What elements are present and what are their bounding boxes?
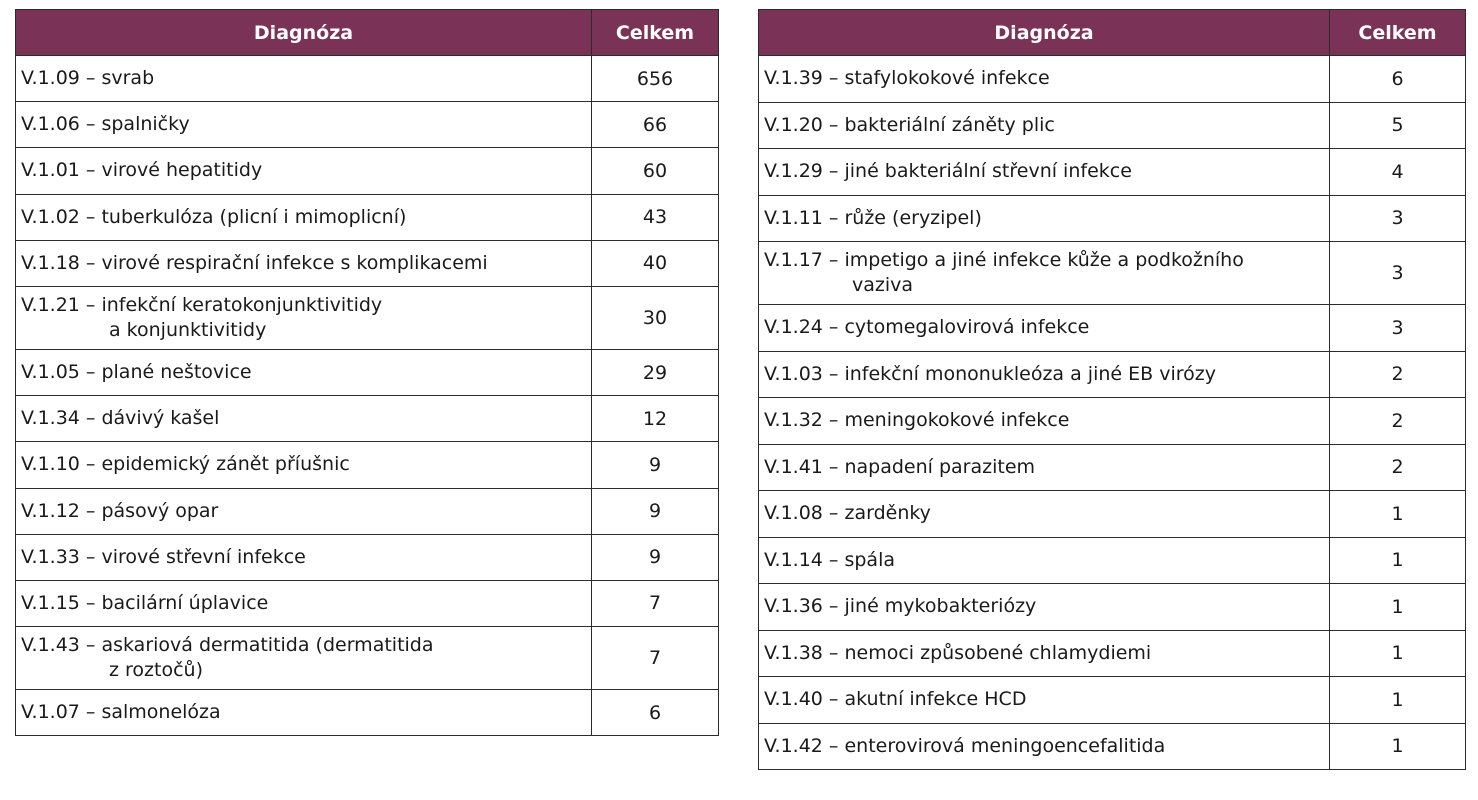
total-cell: 1 (1330, 630, 1466, 677)
diagnosis-text: V.1.09 – svrab (21, 67, 155, 90)
total-cell: 9 (592, 534, 719, 580)
diagnosis-text: V.1.06 – spalničky (21, 113, 190, 136)
diagnosis-text: V.1.40 – akutní infekce HCD (764, 688, 1027, 711)
table-row (759, 723, 1466, 770)
total-cell: 40 (592, 240, 719, 286)
table-header-row (16, 10, 719, 56)
total-cell: 12 (592, 396, 719, 442)
total-cell: 9 (592, 442, 719, 488)
diagnosis-text-continued: a konjunktivitidy (109, 318, 267, 341)
total-cell: 30 (592, 286, 719, 349)
table-row (759, 351, 1466, 398)
diagnosis-text: V.1.01 – virové hepatitidy (21, 159, 263, 182)
diagnosis-cell (759, 723, 1330, 770)
diagnosis-text: V.1.41 – napadení parazitem (764, 455, 1036, 478)
table-row (16, 396, 719, 442)
diagnosis-text: V.1.20 – bakteriální záněty plic (764, 113, 1055, 136)
total-cell: 6 (592, 690, 719, 736)
table-row (16, 148, 719, 194)
diagnosis-cell (16, 240, 592, 286)
total-cell: 43 (592, 194, 719, 240)
diagnosis-text: V.1.33 – virové střevní infekce (21, 545, 306, 568)
total-cell: 2 (1330, 398, 1466, 445)
diagnosis-text: V.1.34 – dávivý kašel (21, 407, 220, 430)
diagnosis-text: V.1.39 – stafylokokové infekce (764, 67, 1050, 90)
table-row (759, 305, 1466, 352)
table-row (759, 537, 1466, 584)
diagnosis-cell (759, 242, 1330, 305)
table-row (759, 491, 1466, 538)
diagnosis-text: V.1.29 – jiné bakteriální střevní infekce (764, 160, 1132, 183)
table-row (16, 349, 719, 395)
diagnosis-cell (16, 396, 592, 442)
diagnosis-cell (759, 584, 1330, 631)
total-cell: 60 (592, 148, 719, 194)
diagnosis-cell (759, 195, 1330, 242)
diagnosis-text-continued: z roztočů) (109, 659, 203, 682)
total-cell: 29 (592, 349, 719, 395)
total-cell: 1 (1330, 491, 1466, 538)
total-cell: 656 (592, 56, 719, 102)
diagnosis-cell (16, 534, 592, 580)
diagnosis-cell (16, 488, 592, 534)
table-row (16, 690, 719, 736)
diagnosis-cell (16, 194, 592, 240)
table-row (16, 102, 719, 148)
diagnosis-cell (16, 286, 592, 349)
diagnosis-text: V.1.42 – enterovirová meningoencefalitida (764, 734, 1166, 757)
total-cell: 2 (1330, 444, 1466, 491)
table-header-row (759, 10, 1466, 56)
diagnosis-cell (759, 102, 1330, 149)
diagnosis-text: V.1.03 – infekční mononukleóza a jiné EB virózy (764, 362, 1216, 385)
diagnosis-text: V.1.07 – salmonelóza (21, 701, 221, 724)
table-row (16, 194, 719, 240)
diagnosis-cell (16, 690, 592, 736)
total-cell: 5 (1330, 102, 1466, 149)
diagnosis-text: V.1.32 – meningokokové infekce (764, 409, 1070, 432)
diagnosis-text: V.1.11 – růže (eryzipel) (764, 206, 982, 229)
diagnosis-text: V.1.17 – impetigo a jiné infekce kůže a podkožního (764, 249, 1244, 271)
table-row (759, 149, 1466, 196)
table-row (759, 242, 1466, 305)
table-row (759, 398, 1466, 445)
diagnosis-cell (16, 580, 592, 626)
diagnosis-text: V.1.10 – epidemický zánět příušnic (21, 453, 350, 476)
diagnosis-cell (16, 56, 592, 102)
total-cell: 1 (1330, 677, 1466, 724)
diagnosis-cell (759, 677, 1330, 724)
total-cell: 2 (1330, 351, 1466, 398)
header-diagnosis: Diagnóza (16, 10, 592, 56)
table-row (16, 627, 719, 690)
diagnosis-text-continued: vaziva (852, 274, 914, 296)
table-row (759, 584, 1466, 631)
table-row (16, 580, 719, 626)
total-cell: 3 (1330, 195, 1466, 242)
diagnosis-text: V.1.15 – bacilární úplavice (21, 591, 269, 614)
table-row (16, 534, 719, 580)
diagnosis-cell (759, 149, 1330, 196)
total-cell: 6 (1330, 56, 1466, 103)
diagnosis-text: V.1.12 – pásový opar (21, 499, 219, 522)
table-row (16, 56, 719, 102)
diagnosis-cell (759, 630, 1330, 677)
table-body (759, 56, 1466, 770)
diagnosis-text: V.1.18 – virové respirační infekce s komplikacemi (21, 251, 488, 274)
diagnosis-cell (759, 491, 1330, 538)
header-total: Celkem (1330, 10, 1466, 56)
table-row (759, 444, 1466, 491)
table-body (16, 56, 719, 736)
total-cell: 4 (1330, 149, 1466, 196)
table-row (759, 630, 1466, 677)
diagnosis-text: V.1.36 – jiné mykobakteriózy (764, 595, 1037, 618)
table-row (759, 195, 1466, 242)
table-row (16, 286, 719, 349)
diagnosis-cell (759, 444, 1330, 491)
diagnosis-cell (16, 442, 592, 488)
total-cell: 3 (1330, 305, 1466, 352)
total-cell: 1 (1330, 537, 1466, 584)
diagnosis-table-left (15, 9, 719, 736)
diagnosis-cell (16, 627, 592, 690)
diagnosis-cell (16, 102, 592, 148)
diagnosis-text: V.1.05 – plané neštovice (21, 361, 252, 384)
diagnosis-table-right (758, 9, 1466, 770)
diagnosis-cell (759, 56, 1330, 103)
diagnosis-cell (759, 398, 1330, 445)
diagnosis-cell (759, 351, 1330, 398)
diagnosis-text: V.1.21 – infekční keratokonjunktivitidy (21, 293, 383, 316)
total-cell: 66 (592, 102, 719, 148)
table-row (16, 442, 719, 488)
diagnosis-cell (16, 148, 592, 194)
table-row (759, 102, 1466, 149)
total-cell: 7 (592, 580, 719, 626)
diagnosis-cell (759, 305, 1330, 352)
total-cell: 7 (592, 627, 719, 690)
table-row (759, 56, 1466, 103)
diagnosis-text: V.1.43 – askariová dermatitida (dermatitida (21, 634, 434, 657)
diagnosis-text: V.1.08 – zarděnky (764, 502, 931, 525)
diagnosis-text: V.1.24 – cytomegalovirová infekce (764, 316, 1090, 339)
diagnosis-text: V.1.14 – spála (764, 548, 895, 571)
total-cell: 1 (1330, 584, 1466, 631)
total-cell: 9 (592, 488, 719, 534)
diagnosis-cell (759, 537, 1330, 584)
table-row (16, 488, 719, 534)
table-row (759, 677, 1466, 724)
header-total: Celkem (592, 10, 719, 56)
table-row (16, 240, 719, 286)
total-cell: 1 (1330, 723, 1466, 770)
diagnosis-cell (16, 349, 592, 395)
header-diagnosis: Diagnóza (759, 10, 1330, 56)
total-cell: 3 (1330, 242, 1466, 305)
diagnosis-text: V.1.38 – nemoci způsobené chlamydiemi (764, 641, 1152, 664)
diagnosis-text: V.1.02 – tuberkulóza (plicní i mimoplicní) (21, 205, 407, 228)
